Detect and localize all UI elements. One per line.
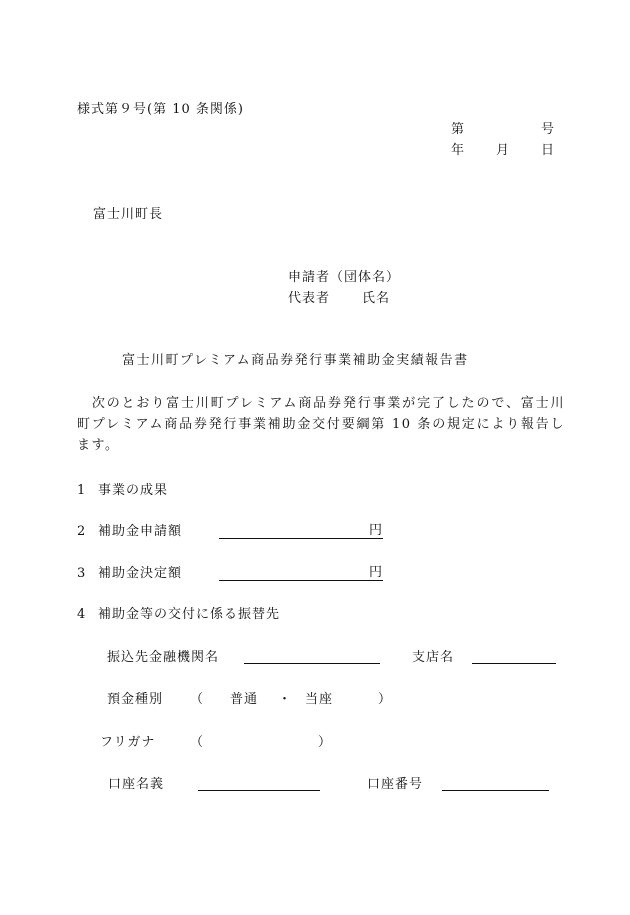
decided-amount-field[interactable] [219,580,383,581]
applicant-name-label: 氏名 [362,291,391,306]
item-3-label: 補助金決定額 [98,566,183,581]
deposit-type-label: 預金種別 [107,692,164,707]
page-title: 富士川町プレミアム商品券発行事業補助金実績報告書 [122,353,469,368]
item-2-number: 2 [77,524,87,539]
applied-amount-field[interactable] [219,538,383,539]
date-day-label: 日 [541,143,556,158]
form-number: 様式第９号(第 10 条関係) [77,102,244,117]
item-4-number: 4 [77,607,87,622]
deposit-close-paren: ） [378,692,393,707]
branch-field[interactable] [472,663,556,664]
doc-number-go: 号 [541,122,556,137]
item-2-unit: 円 [369,523,384,538]
bank-institution-field[interactable] [244,663,380,664]
furigana-close-paren: ） [318,735,333,750]
applicant-rep-label: 代表者 [288,291,331,306]
deposit-open-paren: （ [190,692,205,707]
item-4-label: 補助金等の交付に係る振替先 [98,607,281,622]
item-1-number: 1 [77,483,87,498]
item-3-unit: 円 [369,565,384,580]
account-number-field[interactable] [442,790,549,791]
date-year-label: 年 [451,143,466,158]
branch-label: 支店名 [412,650,455,665]
account-name-field[interactable] [198,790,320,791]
furigana-open-paren: （ [190,735,205,750]
account-number-label: 口座番号 [367,777,424,792]
deposit-option-futsu[interactable]: 普通 [230,692,259,707]
date-month-label: 月 [496,143,511,158]
furigana-label: フリガナ [100,735,156,750]
account-name-label: 口座名義 [108,777,165,792]
item-3-number: 3 [77,566,87,581]
applicant-org-label: 申請者（団体名） [288,270,401,285]
body-text: 次のとおり富士川町プレミアム商品券発行事業が完了したので、富士川町プレミアム商品券発行事業補助金交付要綱第 10 条の規定により報告します。 [77,396,565,453]
deposit-option-toza[interactable]: 当座 [305,692,334,707]
item-1-label: 事業の成果 [98,483,169,498]
doc-number-dai: 第 [451,122,466,137]
item-2-label: 補助金申請額 [98,524,183,539]
deposit-separator: ・ [278,692,293,707]
addressee: 富士川町長 [93,207,164,222]
bank-institution-label: 振込先金融機関名 [107,650,220,665]
